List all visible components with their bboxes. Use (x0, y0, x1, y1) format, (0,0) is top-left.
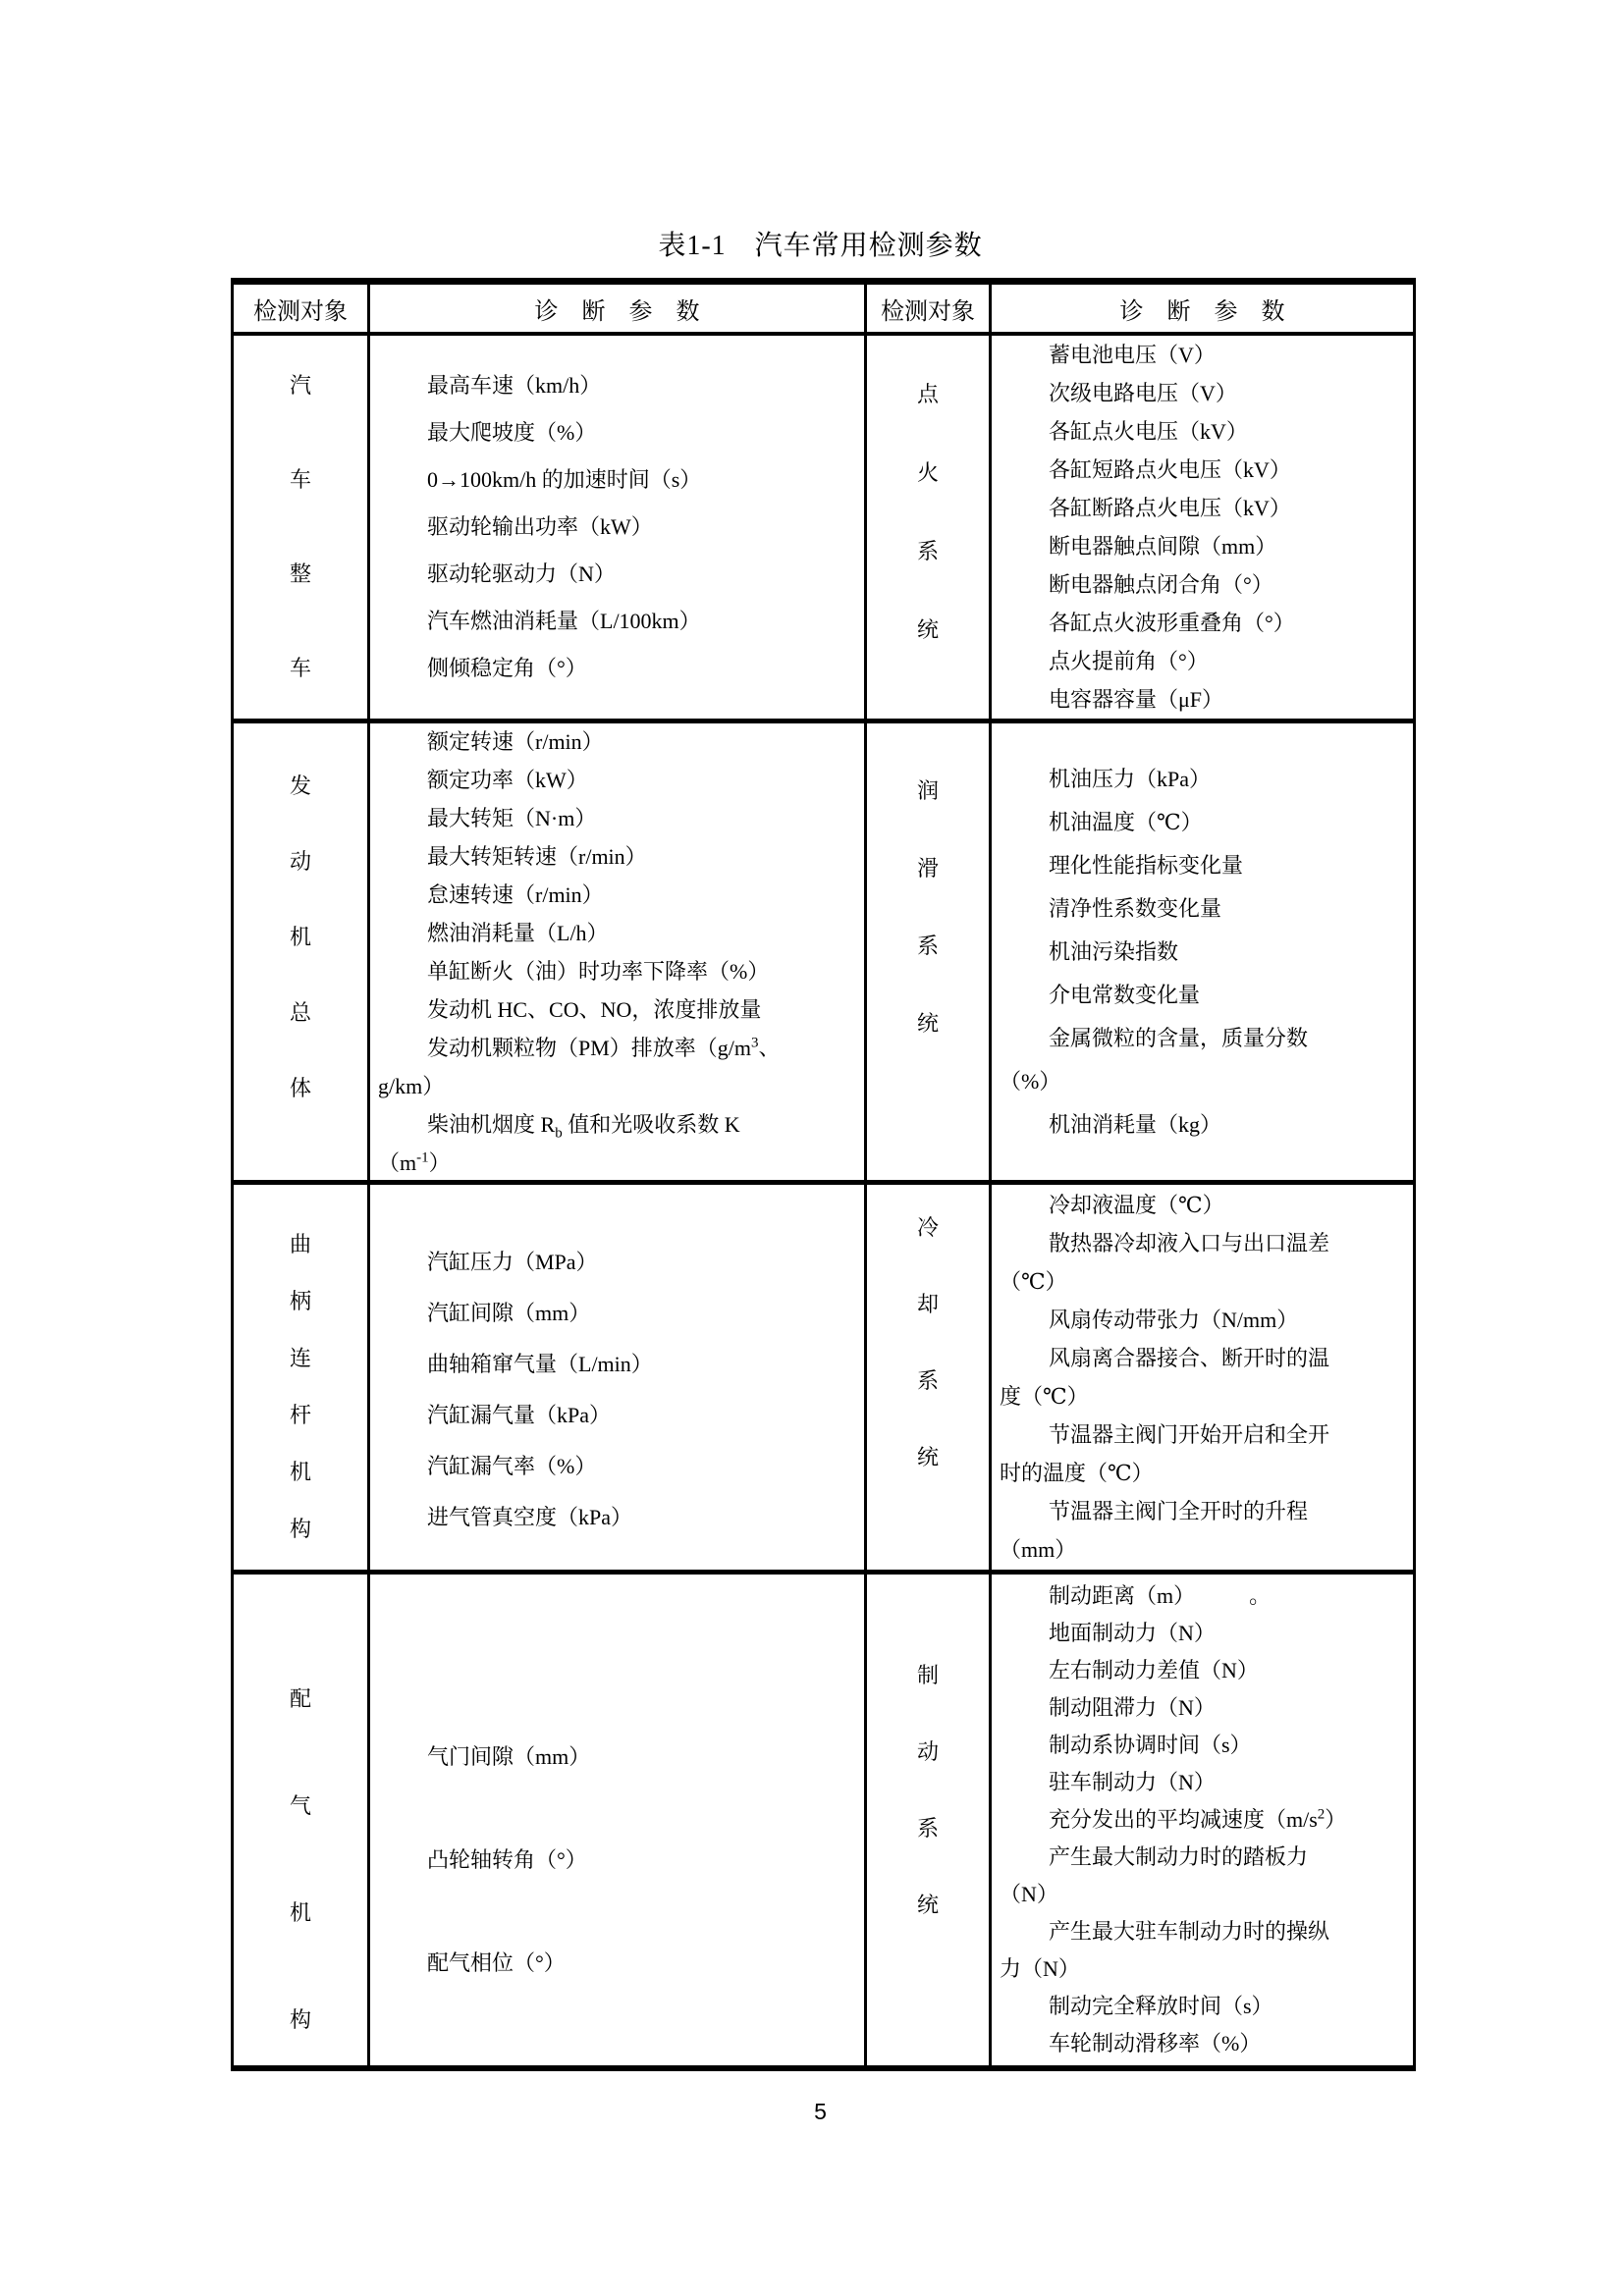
param-line: 次级电路电压（V） (1049, 381, 1237, 405)
object-cell-crank-connecting-rod (234, 1185, 370, 1575)
param-line: 散热器冷却液入口与出口温差 （℃） (1000, 1231, 1330, 1294)
params-cell-crank-connecting-rod (370, 1185, 867, 1575)
object-char: 发 (289, 773, 311, 798)
param-line: 断电器触点闭合角（°） (1049, 572, 1273, 597)
param-line: 汽车燃油消耗量（L/100km） (427, 609, 701, 633)
param-line: 进气管真空度（kPa） (427, 1505, 633, 1529)
param-line: 各缸点火波形重叠角（°） (1049, 611, 1295, 635)
param-line: 金属微粒的含量，质量分数 （%） (1000, 1025, 1309, 1094)
params-cell-cooling-system (992, 1185, 1413, 1575)
param-line: 清净性系数变化量 (1049, 895, 1222, 921)
object-char: 连 (289, 1346, 311, 1370)
object-char: 系 (916, 934, 939, 958)
param-line: 断电器触点间隙（mm） (1049, 534, 1277, 559)
object-char: 系 (916, 1816, 939, 1841)
object-char: 点 (916, 382, 939, 406)
page-number: 5 (814, 2099, 827, 2124)
param-line: 各缸断路点火电压（kV） (1049, 496, 1291, 520)
param-line: 各缸短路点火电压（kV） (1049, 457, 1291, 482)
object-char: 机 (289, 1899, 311, 1925)
param-line: 机油压力（kPa） (1049, 766, 1212, 791)
object-char: 却 (916, 1292, 939, 1316)
param-line: 怠速转速（r/min） (427, 881, 604, 907)
object-cell-engine-overall (234, 723, 370, 1185)
object-char: 车 (289, 467, 311, 492)
param-line: 凸轮轴转角（°） (427, 1846, 587, 1872)
detection-parameters-table (231, 278, 1416, 2071)
header-diagnostic-params-left: 诊 断 参 数 (370, 285, 867, 336)
object-char: 机 (289, 924, 311, 949)
param-line: 驱动轮输出功率（kW） (427, 514, 653, 539)
params-cell-brake-system (992, 1575, 1413, 2065)
param-line: 燃油消耗量（L/h） (427, 920, 609, 945)
object-cell-ignition-system (867, 336, 992, 723)
param-line: 左右制动力差值（N） (1049, 1658, 1259, 1682)
object-char: 动 (916, 1739, 939, 1764)
param-line: 汽缸压力（MPa） (427, 1250, 598, 1274)
param-line: 最大转矩转速（r/min） (427, 843, 647, 869)
param-line: 充分发出的平均减速度$(m/s^2)$ (1049, 1806, 1347, 1832)
param-line: 单缸断火（油）时功率下降率（%） (427, 958, 770, 984)
object-char: 统 (916, 1445, 939, 1469)
param-line: 汽缸漏气率（%） (427, 1454, 597, 1478)
object-cell-cooling-system (867, 1185, 992, 1575)
param-line: 风扇传动带张力（N/mm） (1049, 1308, 1299, 1332)
param-line: 蓄电池电压（V） (1049, 343, 1216, 367)
param-line: 侧倾稳定角（°） (427, 656, 587, 680)
param-line: 曲轴箱窜气量（L/min） (427, 1352, 653, 1376)
params-cell-vehicle-overall (370, 336, 867, 723)
param-line: 制动完全释放时间（s） (1049, 1994, 1273, 2018)
object-char: 系 (916, 539, 939, 563)
object-char: 体 (289, 1075, 311, 1100)
param-line: 机油消耗量（kg） (1049, 1111, 1222, 1137)
object-cell-valve-train (234, 1575, 370, 2065)
object-char: 杆 (289, 1403, 311, 1427)
object-char: 统 (916, 1893, 939, 1917)
param-line: 额定功率（kW） (427, 767, 588, 792)
param-line: 最高车速（km/h） (427, 373, 602, 398)
params-cell-valve-train (370, 1575, 867, 2065)
param-line: 柴油机烟度 $R_b$ 值和光吸收系数 K $(m^{-1})$ (378, 1111, 740, 1175)
param-line: 节温器主阀门全开时的升程 （mm） (1000, 1499, 1309, 1562)
object-char: 构 (289, 2006, 311, 2032)
object-char: 冷 (916, 1215, 939, 1240)
param-line: 汽缸漏气量（kPa） (427, 1403, 612, 1427)
object-char: 车 (289, 656, 311, 680)
param-line: 车轮制动滑移率（%） (1049, 2031, 1262, 2056)
param-line: 地面制动力（N） (1049, 1621, 1216, 1645)
param-line: 发动机颗粒物（PM）排放率（$g/m^3$、 g/km） (378, 1035, 781, 1098)
object-char: 气 (289, 1792, 311, 1818)
param-line: 最大爬坡度（%） (427, 420, 597, 445)
object-char: 动 (289, 848, 311, 874)
params-cell-engine-overall (370, 723, 867, 1185)
object-char: 配 (289, 1685, 311, 1711)
params-cell-ignition-system (992, 336, 1413, 723)
param-line: 理化性能指标变化量 (1049, 852, 1244, 878)
object-char: 柄 (289, 1289, 311, 1313)
param-line: 驱动轮驱动力（N） (427, 561, 616, 586)
object-char: 曲 (289, 1232, 311, 1256)
object-char: 构 (289, 1517, 311, 1541)
param-line: 发动机 HC、CO、NO，浓度排放量 (427, 996, 762, 1022)
param-line: 风扇离合器接合、断开时的温 度（℃） (1000, 1346, 1330, 1409)
object-char: 整 (289, 561, 311, 586)
object-cell-brake-system (867, 1575, 992, 2065)
param-line: 制动距离（m） 。 (1049, 1583, 1272, 1608)
object-char: 机 (289, 1460, 311, 1484)
param-line: 最大转矩（N·m） (427, 805, 597, 830)
param-line: 额定转速（r/min） (427, 728, 604, 754)
param-line: 产生最大制动力时的踏板力 （N） (1000, 1844, 1309, 1906)
param-line: 介电常数变化量 (1049, 982, 1201, 1007)
param-line: 0→100km/h 的加速时间（s） (427, 467, 702, 492)
param-line: 产生最大驻车制动力时的操纵 力（N） (1000, 1919, 1330, 1981)
header-diagnostic-params-right: 诊 断 参 数 (992, 285, 1413, 336)
param-line: 机油温度（℃） (1049, 809, 1203, 834)
param-line: 制动阻滞力（N） (1049, 1695, 1216, 1720)
param-line: 冷却液温度（℃） (1049, 1193, 1224, 1217)
object-char: 汽 (289, 373, 311, 398)
object-char: 统 (916, 617, 939, 642)
param-line: 配气相位（°） (427, 1949, 566, 1975)
object-char: 制 (916, 1663, 939, 1687)
object-char: 火 (916, 460, 939, 485)
object-char: 润 (916, 778, 939, 803)
object-char: 滑 (916, 856, 939, 881)
param-line: 气门间隙（mm） (427, 1743, 591, 1769)
param-line: 制动系协调时间（s） (1049, 1733, 1252, 1757)
header-detection-object-right: 检测对象 (867, 285, 992, 336)
object-cell-lubrication-system (867, 723, 992, 1185)
params-cell-lubrication-system (992, 723, 1413, 1185)
object-char: 系 (916, 1368, 939, 1393)
object-cell-vehicle-overall (234, 336, 370, 723)
param-line: 各缸点火电压（kV） (1049, 419, 1248, 444)
param-line: 汽缸间隙（mm） (427, 1301, 591, 1325)
header-detection-object-left: 检测对象 (234, 285, 370, 336)
param-line: 电容器容量（μF） (1049, 687, 1224, 712)
param-line: 机油污染指数 (1049, 938, 1179, 964)
param-line: 点火提前角（°） (1049, 649, 1209, 673)
param-line: 节温器主阀门开始开启和全开 时的温度（℃） (1000, 1422, 1330, 1485)
object-char: 总 (289, 999, 311, 1025)
table-title: 表1-1 汽车常用检测参数 (658, 231, 983, 261)
param-line: 驻车制动力（N） (1049, 1770, 1216, 1794)
object-char: 统 (916, 1011, 939, 1036)
